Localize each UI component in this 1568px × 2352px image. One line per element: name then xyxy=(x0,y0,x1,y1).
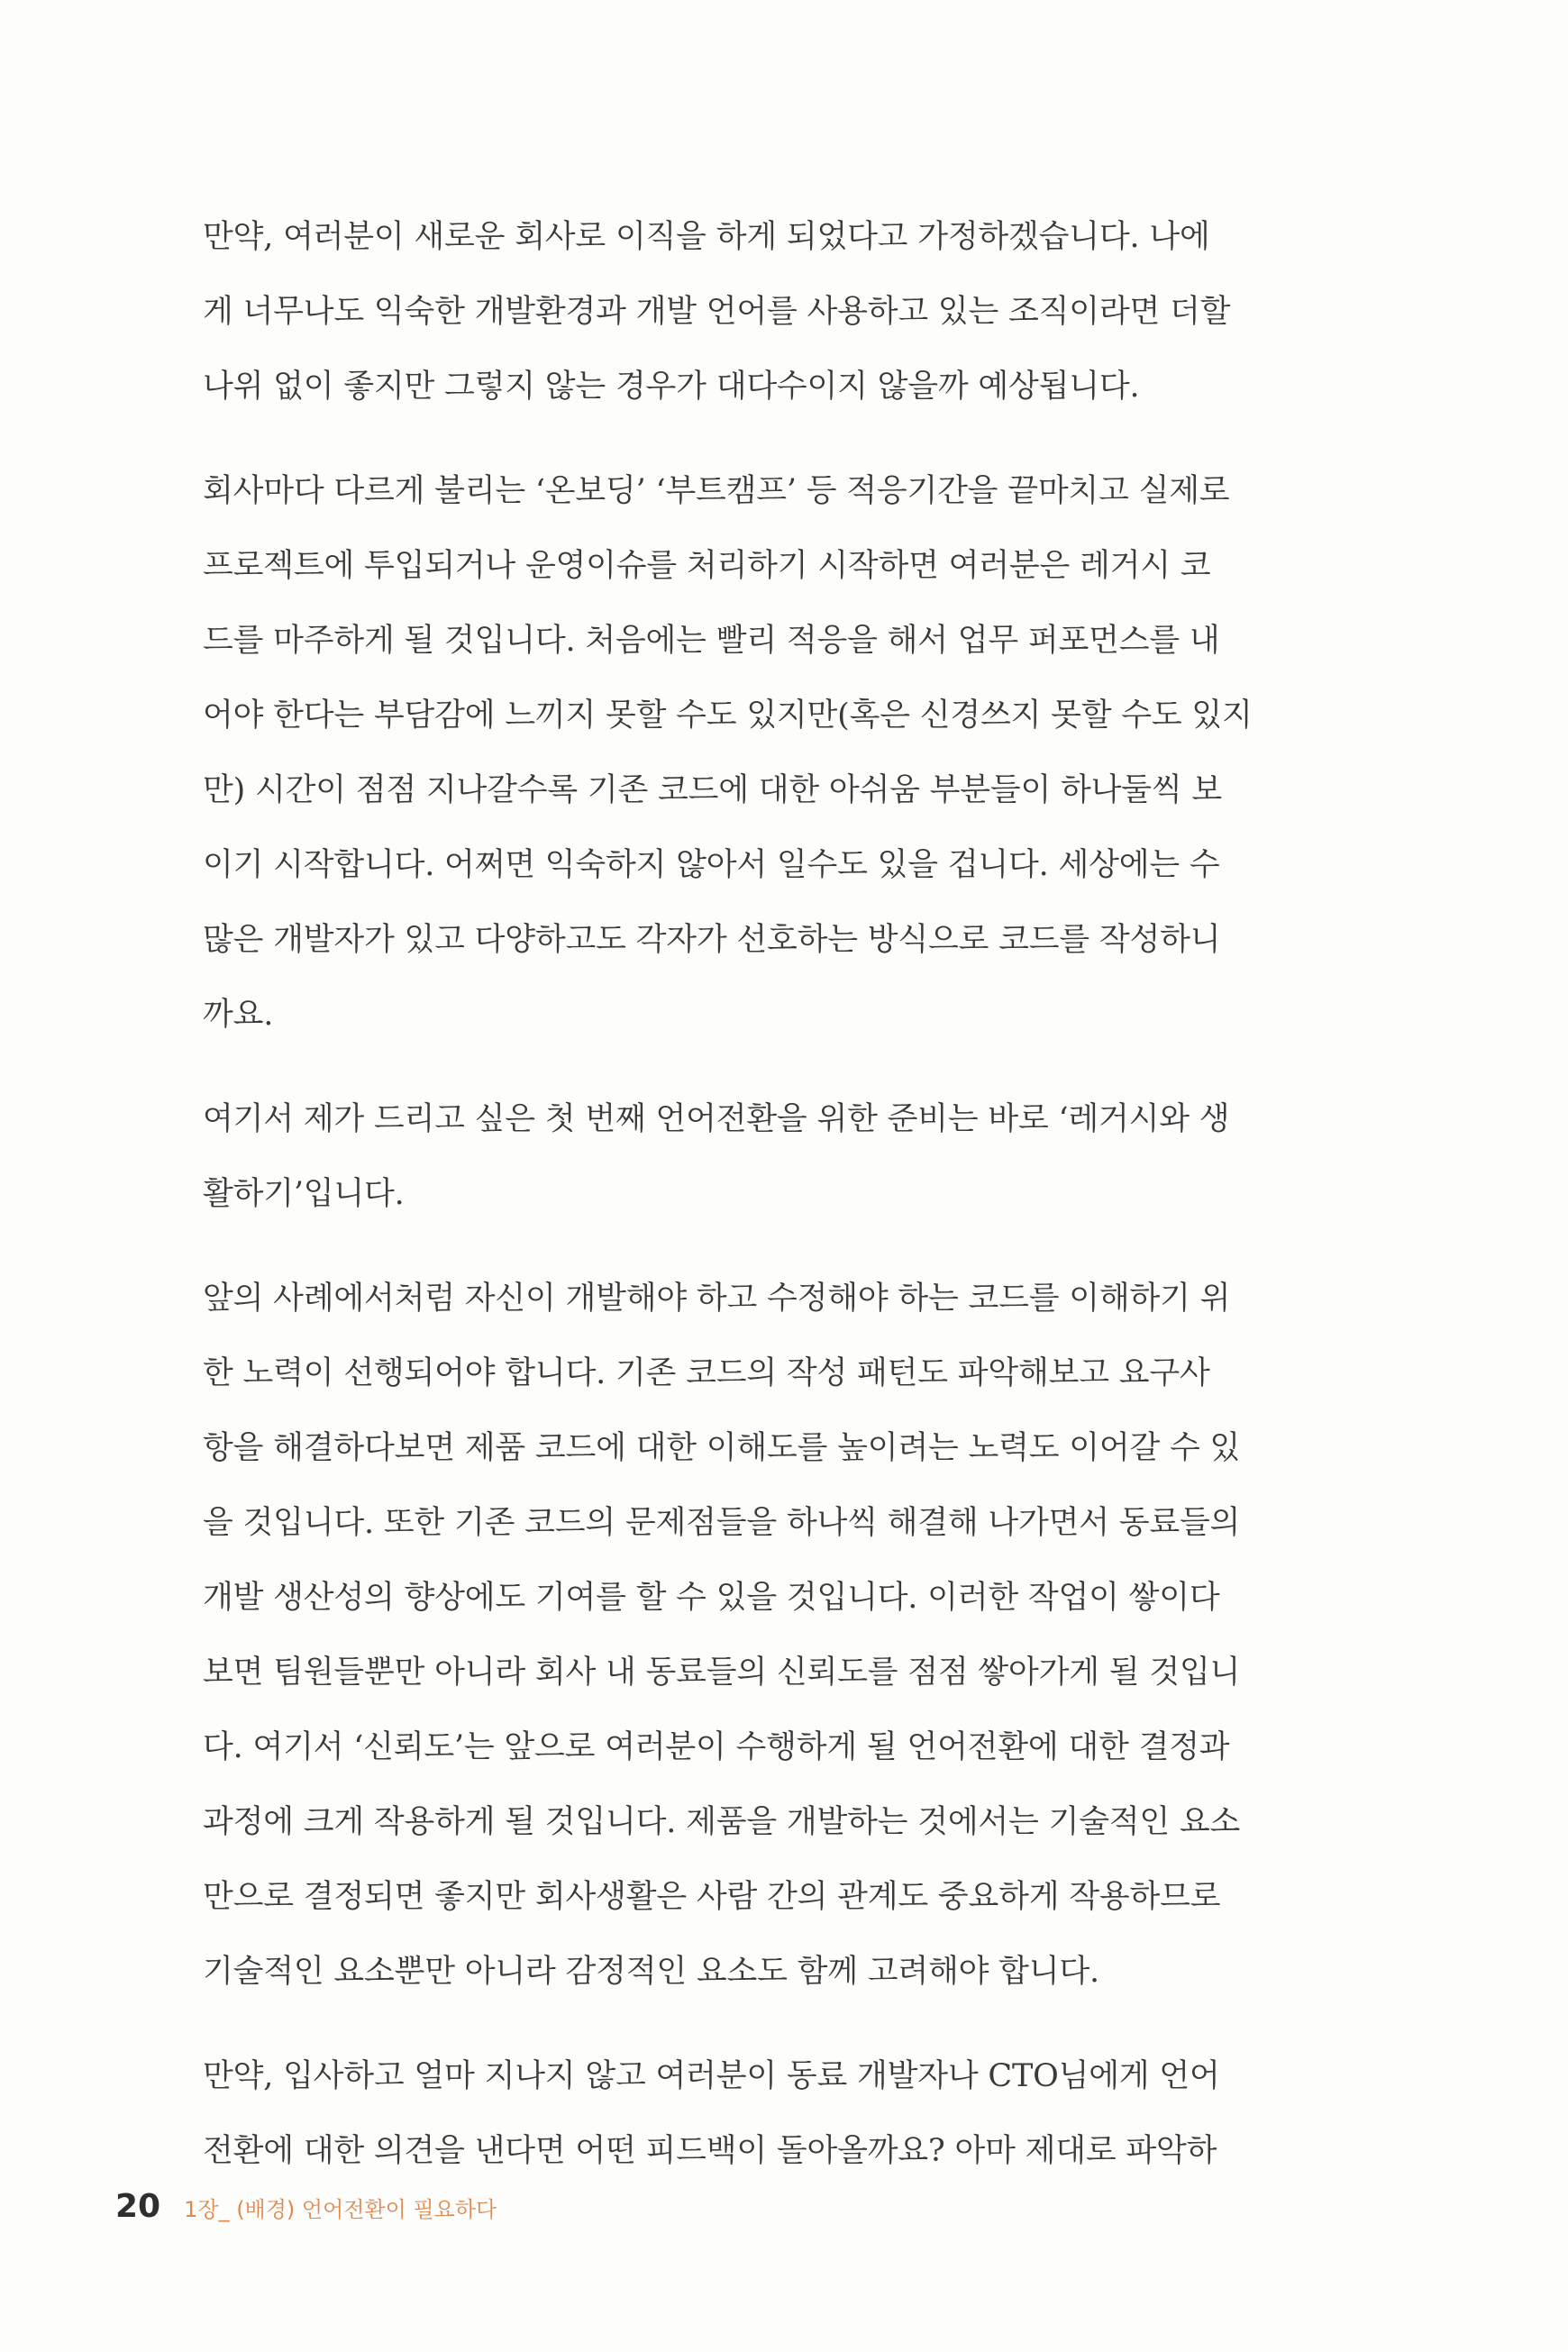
text-line: 보면 팀원들뿐만 아니라 회사 내 동료들의 신뢰도를 점점 쌓아가게 될 것입니 xyxy=(203,1655,1241,1691)
text-line: 기술적인 요소뿐만 아니라 감정적인 요소도 함께 고려해야 합니다. xyxy=(203,1954,1099,1990)
text-line: 프로젝트에 투입되거나 운영이슈를 처리하기 시작하면 여러분은 레거시 코 xyxy=(203,548,1211,584)
text-line: 여기서 제가 드리고 싶은 첫 번째 언어전환을 위한 준비는 바로 ‘레거시와 생 xyxy=(203,1101,1230,1137)
text-line: 다. 여기서 ‘신뢰도’는 앞으로 여러분이 수행하게 될 언어전환에 대한 결정과 xyxy=(203,1729,1230,1765)
text-line: 한 노력이 선행되어야 합니다. 기존 코드의 작성 패턴도 파악해보고 요구사 xyxy=(203,1355,1210,1391)
text-line: 게 너무나도 익숙한 개발환경과 개발 언어를 사용하고 있는 조직이라면 더할 xyxy=(203,294,1231,330)
text-line: 만약, 입사하고 얼마 지나지 않고 여러분이 동료 개발자나 CTO님에게 언어 xyxy=(203,2058,1220,2094)
text-line: 과정에 크게 작용하게 될 것입니다. 제품을 개발하는 것에서는 기술적인 요소 xyxy=(203,1804,1241,1840)
paragraph xyxy=(203,2039,1307,2189)
text-line: 만약, 여러분이 새로운 회사로 이직을 하게 되었다고 가정하겠습니다. 나에 xyxy=(203,219,1210,255)
paragraph xyxy=(203,454,1307,1053)
chapter-label: 1장_ (배경) 언어전환이 필요하다 xyxy=(184,2197,497,2222)
page-number: 20 xyxy=(115,2188,161,2225)
text-line: 활하기’입니다. xyxy=(203,1176,405,1212)
paragraph xyxy=(203,1082,1307,1232)
text-line: 개발 생산성의 향상에도 기여를 할 수 있을 것입니다. 이러한 작업이 쌓이다 xyxy=(203,1580,1220,1616)
text-line: 많은 개발자가 있고 다양하고도 각자가 선호하는 방식으로 코드를 작성하니 xyxy=(203,922,1221,958)
text-line: 만으로 결정되면 좋지만 회사생활은 사람 간의 관계도 중요하게 작용하므로 xyxy=(203,1879,1221,1915)
text-line: 항을 해결하다보면 제품 코드에 대한 이해도를 높이려는 노력도 이어갈 수 있 xyxy=(203,1430,1241,1466)
text-line: 어야 한다는 부담감에 느끼지 못할 수도 있지만(혹은 신경쓰지 못할 수도 있지 xyxy=(203,697,1253,734)
text-line: 만) 시간이 점점 지나갈수록 기존 코드에 대한 아쉬움 부분들이 하나둘씩 보 xyxy=(203,772,1223,808)
text-line: 이기 시작합니다. 어쩌면 익숙하지 않아서 일수도 있을 겁니다. 세상에는 수 xyxy=(203,847,1220,883)
text-line: 회사마다 다르게 불리는 ‘온보딩’ ‘부트캠프’ 등 적응기간을 끝마치고 실제로 xyxy=(203,473,1230,509)
page-footer xyxy=(115,2188,497,2242)
text-line: 까요. xyxy=(203,997,274,1033)
text-line: 전환에 대한 의견을 낸다면 어떤 피드백이 돌아올까요? 아마 제대로 파악하 xyxy=(203,2133,1217,2169)
text-line: 앞의 사례에서처럼 자신이 개발해야 하고 수정해야 하는 코드를 이해하기 위 xyxy=(203,1281,1231,1317)
body-text xyxy=(203,200,1307,2219)
paragraph xyxy=(203,1262,1307,2010)
paragraph xyxy=(203,200,1307,424)
text-line: 나위 없이 좋지만 그렇지 않는 경우가 대다수이지 않을까 예상됩니다. xyxy=(203,369,1140,405)
text-line: 을 것입니다. 또한 기존 코드의 문제점들을 하나씩 해결해 나가면서 동료들의 xyxy=(203,1505,1241,1541)
text-line: 드를 마주하게 될 것입니다. 처음에는 빨리 적응을 해서 업무 퍼포먼스를 내 xyxy=(203,623,1220,659)
